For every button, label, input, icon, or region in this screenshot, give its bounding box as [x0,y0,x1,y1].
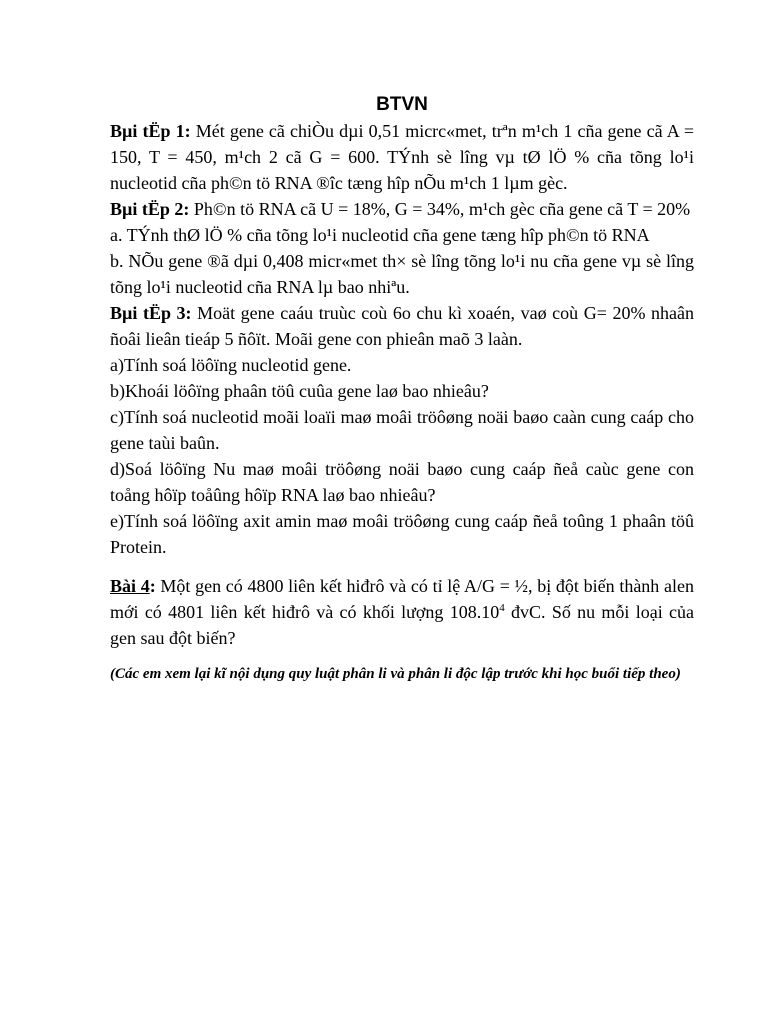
exercise-1-label: Bµi tËp 1: [110,121,191,141]
exercise-3 [110,300,694,352]
exercise-3-part-a: a)Tính soá löôïng nucleotid gene. [110,355,352,375]
exercise-2-part-a: a. TÝnh thØ lÖ % cña tõng lo¹i nucleotid cña gene tæng hîp ph©n tö RNA [110,225,650,245]
exercise-2 [110,196,694,222]
exercise-4-label: Bài 4 [110,576,150,596]
footer-note: (Các em xem lại kĩ nội dụng quy luật phân li và phân li độc lập trước khi học buổi tiếp theo) [110,666,681,682]
exercise-4-colon: : [149,576,156,596]
exercise-3-text: Moät gene caáu truùc coù 6o chu kì xoaén, vaø coù G= 20% nhaân ñoâi lieân tieáp 5 ñôït. Moãi gene con phieân maõ 3 laàn. [110,303,694,349]
exercise-1-text: Mét gene cã chiÒu dµi 0,51 micrc«met, trªn m¹ch 1 cña gene cã A = 150, T = 450, m¹ch 2 cã G = 600. TÝnh sè lîng vµ tØ lÖ % cña tõng lo¹i nucleotid cña ph©n tö RNA ®îc tæng hîp nÕu m¹ch 1 lµm gèc. [110,121,694,193]
exercise-4-exponent: 4 [499,602,505,614]
exercise-3-label: Bµi tËp 3: [110,303,192,323]
exercise-2-text: Ph©n tö RNA cã U = 18%, G = 34%, m¹ch gèc cña gene cã T = 20% [189,199,691,219]
exercise-2-label: Bµi tËp 2: [110,199,190,219]
exercise-3-part-d: d)Soá löôïng Nu maø moâi tröôøng noäi baøo cung caáp ñeå caùc gene con toång hôïp toåûng hôïp RNA laø bao nhieâu? [110,459,694,505]
exercise-2-part-b: b. NÕu gene ®ã dµi 0,408 micr«met th× sè lîng tõng lo¹i nu cña gene vµ sè lîng tõng lo¹i nucleotid cña RNA lµ bao nhiªu. [110,251,694,297]
exercise-4-text-end: đvC. Số nu mỗi loại của gen sau đột biến? [110,602,694,648]
exercise-3-part-e: e)Tính soá löôïng axit amin maø moâi tröôøng cung caáp ñeå toûng 1 phaân töû Protein. [110,511,694,557]
exercise-3-part-c: c)Tính soá nucleotid moãi loaïi maø moâi tröôøng noäi baøo caàn cung caáp cho gene taùi baûn. [110,407,694,453]
exercise-3-part-b: b)Khoái löôïng phaân töû cuûa gene laø bao nhieâu? [110,381,489,401]
exercise-1 [110,118,694,196]
exercise-4 [110,573,694,651]
document-page [110,92,694,685]
exercise-4-text: Một gen có 4800 liên kết hiđrô và có tỉ lệ A/G = ½, bị đột biến thành alen mới có 4801 liên kết hiđrô và có khối lượng 108.10 [110,576,694,622]
document-title: BTVN [376,94,428,115]
